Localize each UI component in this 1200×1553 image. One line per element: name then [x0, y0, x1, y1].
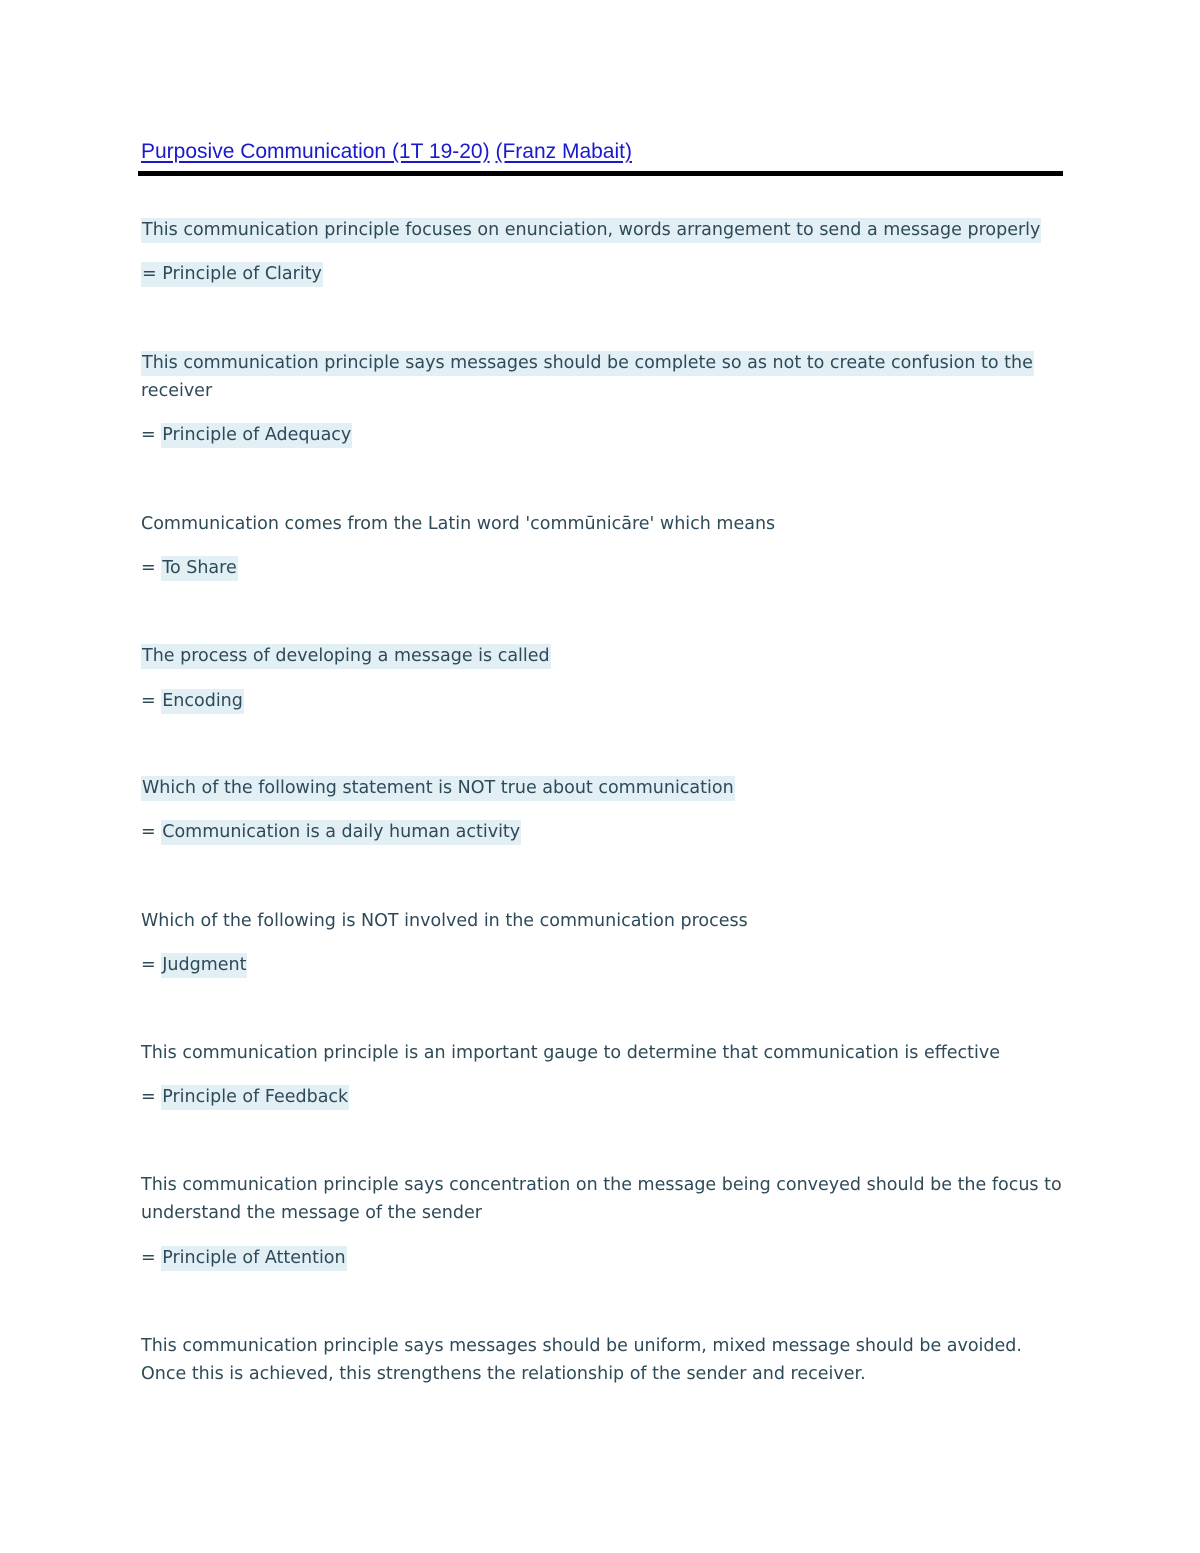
question-6-line-1: Which of the following is NOT involved in the communication process	[141, 911, 748, 931]
answer-3	[141, 554, 238, 582]
question-6	[141, 907, 748, 935]
answer-5	[141, 818, 521, 846]
answer-5-text: Communication is a daily human activity	[161, 820, 521, 845]
answer-1	[141, 260, 323, 288]
answer-6-text: Judgment	[161, 953, 247, 978]
question-1	[141, 216, 1041, 244]
question-4-line-1: The process of developing a message is called	[141, 644, 551, 669]
course-title-link[interactable]: Purposive Communication (1T 19-20)	[141, 140, 490, 163]
answer-1-text: = Principle of Clarity	[141, 262, 323, 287]
question-8-line-2: understand the message of the sender	[141, 1203, 482, 1223]
equals-sign: =	[141, 425, 162, 445]
answer-4-text: Encoding	[161, 689, 244, 714]
header-rule	[138, 171, 1063, 176]
question-5	[141, 774, 735, 802]
equals-sign: =	[141, 822, 162, 842]
answer-7-text: Principle of Feedback	[161, 1085, 349, 1110]
answer-8	[141, 1244, 347, 1272]
question-8-line-1: This communication principle says concentration on the message being conveyed should be the focus to	[141, 1175, 1062, 1195]
question-2-line-2: receiver	[141, 381, 213, 401]
equals-sign: =	[141, 955, 162, 975]
answer-8-text: Principle of Attention	[161, 1246, 346, 1271]
author-link[interactable]: (Franz Mabait)	[495, 140, 632, 163]
document-header	[141, 140, 632, 164]
answer-4	[141, 687, 244, 715]
equals-sign: =	[141, 558, 162, 578]
answer-2	[141, 421, 352, 449]
question-3	[141, 510, 775, 538]
answer-2-text: Principle of Adequacy	[161, 423, 352, 448]
question-7	[141, 1039, 1000, 1067]
question-4	[141, 642, 551, 670]
question-2	[141, 349, 1034, 405]
equals-sign: =	[141, 1248, 162, 1268]
equals-sign: =	[141, 691, 162, 711]
answer-7	[141, 1083, 349, 1111]
question-9	[141, 1332, 1022, 1388]
answer-3-text: To Share	[161, 556, 238, 581]
answer-6	[141, 951, 247, 979]
equals-sign: =	[141, 1087, 162, 1107]
question-9-line-1: This communication principle says messages should be uniform, mixed message should be avoided.	[141, 1336, 1022, 1356]
question-8	[141, 1171, 1062, 1227]
question-3-line-1: Communication comes from the Latin word 'commūnicāre' which means	[141, 514, 776, 534]
question-5-line-1: Which of the following statement is NOT true about communication	[141, 776, 735, 801]
question-2-line-1: This communication principle says messages should be complete so as not to create confusion to the	[141, 351, 1034, 376]
question-1-line-1: This communication principle focuses on enunciation, words arrangement to send a message properly	[141, 218, 1041, 243]
question-9-line-2: Once this is achieved, this strengthens the relationship of the sender and receiver.	[141, 1364, 866, 1384]
question-7-line-1: This communication principle is an important gauge to determine that communication is effective	[141, 1043, 1001, 1063]
